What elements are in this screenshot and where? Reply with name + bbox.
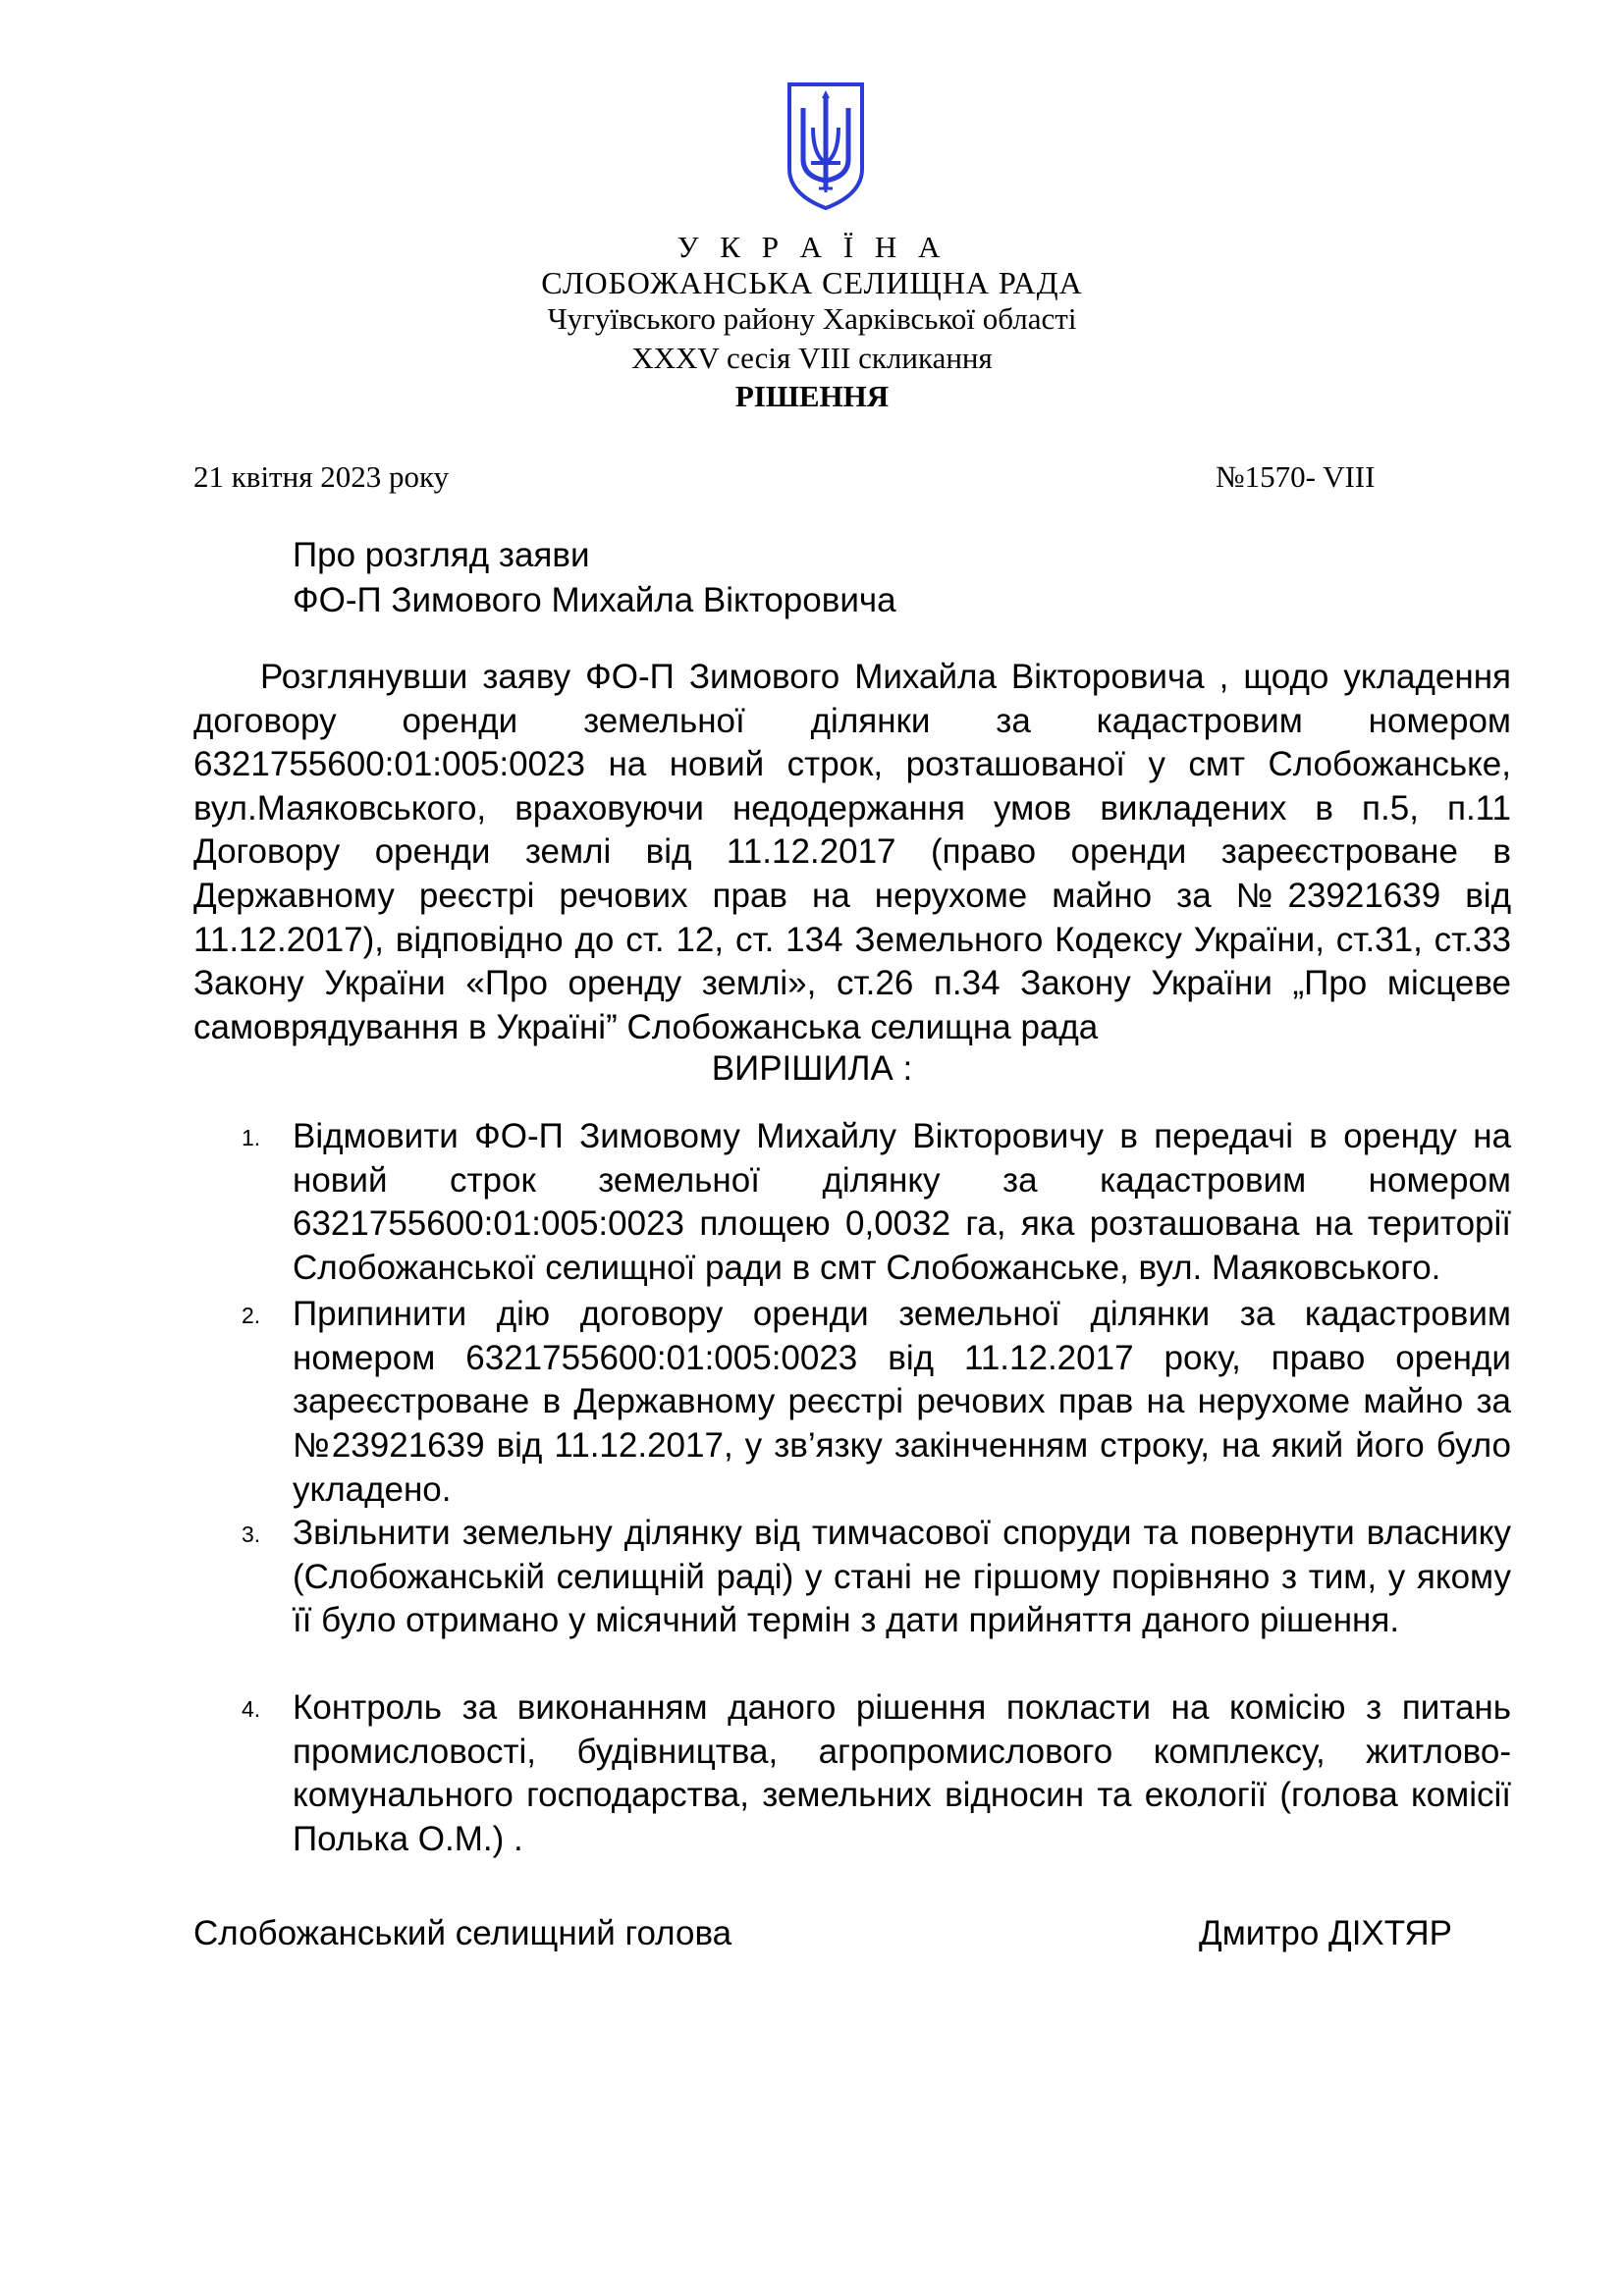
district-heading: Чугуївського району Харківської області: [547, 301, 1077, 336]
subject-line-1: Про розгляд заяви: [293, 536, 590, 574]
coat-of-arms-icon: [782, 79, 870, 214]
list-item: Звільнити земельну ділянку від тимчасової споруди та повернути власнику (Слобожанській селищній раді) у стані не гіршому порівняно з тим, у якому її було отримано у місячний термін з дати прийняття даного рішення.: [293, 1514, 1511, 1640]
document-type-heading: РІШЕННЯ: [734, 379, 890, 413]
subject-line-2: ФО-П Зимового Михайла Вікторовича: [293, 581, 896, 619]
session-heading: XXXV сесія VIII скликання: [631, 341, 993, 375]
signatory-position: Слобожанський селищний голова: [193, 1914, 732, 1952]
list-item: Контроль за виконанням даного рішення покласти на комісію з питань промисловості, будівництва, агропромислового комплексу, житлово-комунального господарства, земельних відносин та екології (голова комісії Полька О.М.) .: [293, 1688, 1511, 1859]
signatory-name: Дмитро ДІХТЯР: [1199, 1914, 1453, 1952]
document-number: №1570- VIII: [1216, 459, 1376, 494]
document-date: 21 квітня 2023 року: [193, 459, 450, 494]
list-item: Припинити дію договору оренди земельної ділянки за кадастровим номером 6321755600:01:005:0023 від 11.12.2017 року, право оренди зареєстроване в Державному реєстрі речових прав на нерухоме майно за №23921639 від 11.12.2017, у зв’язку закінченням строку, на який його було укладено.: [293, 1295, 1511, 1509]
country-heading: У К Р А Ї Н А: [677, 230, 947, 264]
preamble-paragraph: Розглянувши заяву ФО-П Зимового Михайла Вікторовича , щодо укладення договору оренди земельної ділянки за кадастровим номером 6321755600:01:005:0023 на новий строк, розташованої у смт Слобожанське, вул.Маяковського, враховуючи недодержання умов викладених в п.5, п.11 Договору оренди землі від 11.12.2017 (право оренди зареєстроване в Державному реєстрі речових прав на нерухоме майно за №23921639 від 11.12.2017), відповідно до ст. 12, ст. 134 Земельного Кодексу України, ст.31, ст.33 Закону України «Про оренду землі», ст.26 п.34 Закону України „Про місцеве самоврядування в Україні” Слобожанська селищна рада: [193, 658, 1511, 1046]
list-item-number: 4.: [242, 1696, 261, 1722]
resolved-heading: ВИРІШИЛА :: [711, 1049, 913, 1088]
council-heading: СЛОБОЖАНСЬКА СЕЛИЩНА РАДА: [541, 265, 1083, 300]
list-item-number: 3.: [242, 1522, 261, 1547]
list-item: Відмовити ФО-П Зимовому Михайлу Вікторовичу в передачі в оренду на новий строк земельної ділянку за кадастровим номером 6321755600:01:005:0023 площею 0,0032 га, яка розташована на території Слобожанської селищної ради в смт Слобожанське, вул. Маяковського.: [293, 1117, 1511, 1288]
list-item-number: 1.: [242, 1125, 261, 1150]
list-item-number: 2.: [242, 1303, 261, 1328]
